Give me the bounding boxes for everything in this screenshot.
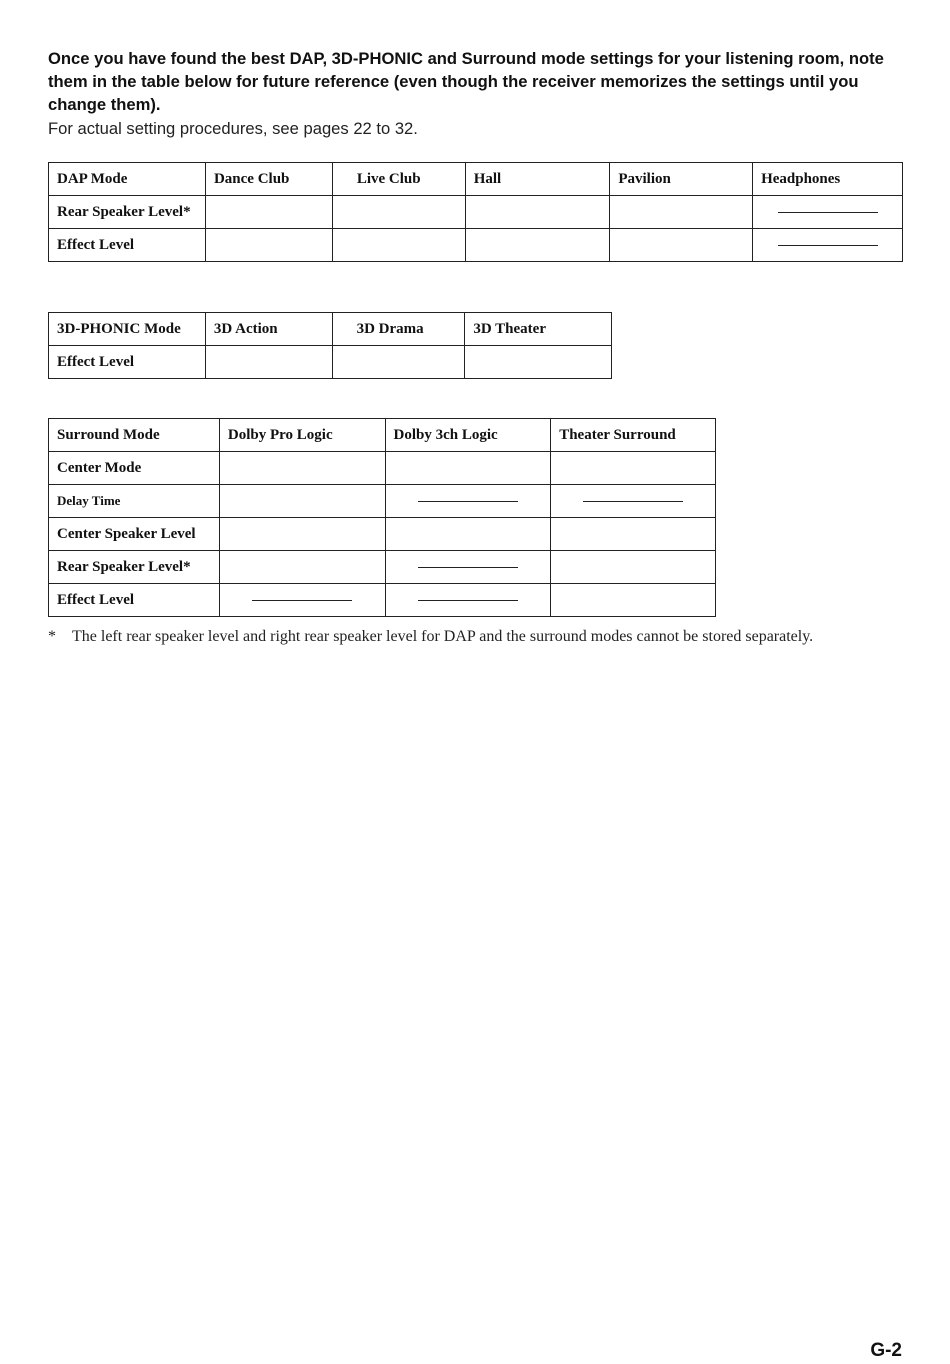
table-row — [49, 518, 716, 551]
table-row — [49, 452, 716, 485]
entry-cell[interactable] — [465, 229, 610, 262]
header-cell: Theater Surround — [551, 419, 716, 452]
header-cell: Live Club — [332, 163, 465, 196]
entry-cell[interactable] — [219, 452, 385, 485]
row-label: Rear Speaker Level* — [49, 196, 206, 229]
header-cell: 3D Action — [205, 313, 332, 346]
header-cell: Dolby Pro Logic — [219, 419, 385, 452]
table-header-row — [49, 313, 612, 346]
header-cell: 3D Theater — [465, 313, 612, 346]
footnote-mark: * — [48, 628, 56, 645]
table-row — [49, 229, 903, 262]
entry-cell[interactable] — [610, 196, 753, 229]
table-row — [49, 551, 716, 584]
row-label: Center Speaker Level — [49, 518, 220, 551]
entry-cell[interactable] — [219, 551, 385, 584]
not-applicable-cell — [753, 196, 903, 229]
footnote — [48, 628, 928, 646]
entry-cell[interactable] — [205, 229, 332, 262]
entry-cell[interactable] — [385, 518, 551, 551]
header-cell: 3D Drama — [332, 313, 465, 346]
table-row — [49, 346, 612, 379]
not-applicable-cell — [385, 551, 551, 584]
entry-cell[interactable] — [610, 229, 753, 262]
row-label: Effect Level — [49, 229, 206, 262]
header-cell: Headphones — [753, 163, 903, 196]
table-row — [49, 196, 903, 229]
dash-line — [418, 600, 518, 601]
entry-cell[interactable] — [332, 196, 465, 229]
entry-cell[interactable] — [465, 346, 612, 379]
entry-cell[interactable] — [219, 485, 385, 518]
row-label: Effect Level — [49, 584, 220, 617]
table-header-row — [49, 163, 903, 196]
dap-settings-table — [48, 162, 903, 262]
dash-line — [418, 501, 518, 502]
header-cell: Surround Mode — [49, 419, 220, 452]
table-row — [49, 485, 716, 518]
dash-line — [778, 245, 878, 246]
entry-cell[interactable] — [551, 584, 716, 617]
not-applicable-cell — [385, 485, 551, 518]
row-label: Effect Level — [49, 346, 206, 379]
entry-cell[interactable] — [465, 196, 610, 229]
footnote-text: The left rear speaker level and right rear speaker level for DAP and the surround modes cannot be stored separately. — [72, 628, 814, 645]
page-number: G-2 — [870, 1340, 902, 1361]
header-cell: Dance Club — [205, 163, 332, 196]
header-cell: 3D-PHONIC Mode — [49, 313, 206, 346]
not-applicable-cell — [385, 584, 551, 617]
intro-instructions: Once you have found the best DAP, 3D-PHONIC and Surround mode settings for your listening room, note them in the table below for future reference (even though the receiver memorizes the settings until you change them). — [48, 49, 884, 114]
table-header-row — [49, 419, 716, 452]
entry-cell[interactable] — [385, 452, 551, 485]
entry-cell[interactable] — [332, 346, 465, 379]
header-cell: Pavilion — [610, 163, 753, 196]
surround-settings-table — [48, 418, 716, 617]
header-cell: Dolby 3ch Logic — [385, 419, 551, 452]
entry-cell[interactable] — [551, 518, 716, 551]
3d-phonic-settings-table — [48, 312, 612, 379]
not-applicable-cell — [753, 229, 903, 262]
entry-cell[interactable] — [205, 196, 332, 229]
intro-reference: For actual setting procedures, see pages 22 to 32. — [48, 119, 418, 138]
dash-line — [418, 567, 518, 568]
header-cell: Hall — [465, 163, 610, 196]
not-applicable-cell — [551, 485, 716, 518]
not-applicable-cell — [219, 584, 385, 617]
row-label: Center Mode — [49, 452, 220, 485]
entry-cell[interactable] — [219, 518, 385, 551]
row-label: Rear Speaker Level* — [49, 551, 220, 584]
table-row — [49, 584, 716, 617]
entry-cell[interactable] — [205, 346, 332, 379]
dash-line — [252, 600, 352, 601]
row-label: Delay Time — [49, 485, 220, 518]
dash-line — [778, 212, 878, 213]
entry-cell[interactable] — [551, 452, 716, 485]
header-cell: DAP Mode — [49, 163, 206, 196]
entry-cell[interactable] — [332, 229, 465, 262]
dash-line — [583, 501, 683, 502]
entry-cell[interactable] — [551, 551, 716, 584]
